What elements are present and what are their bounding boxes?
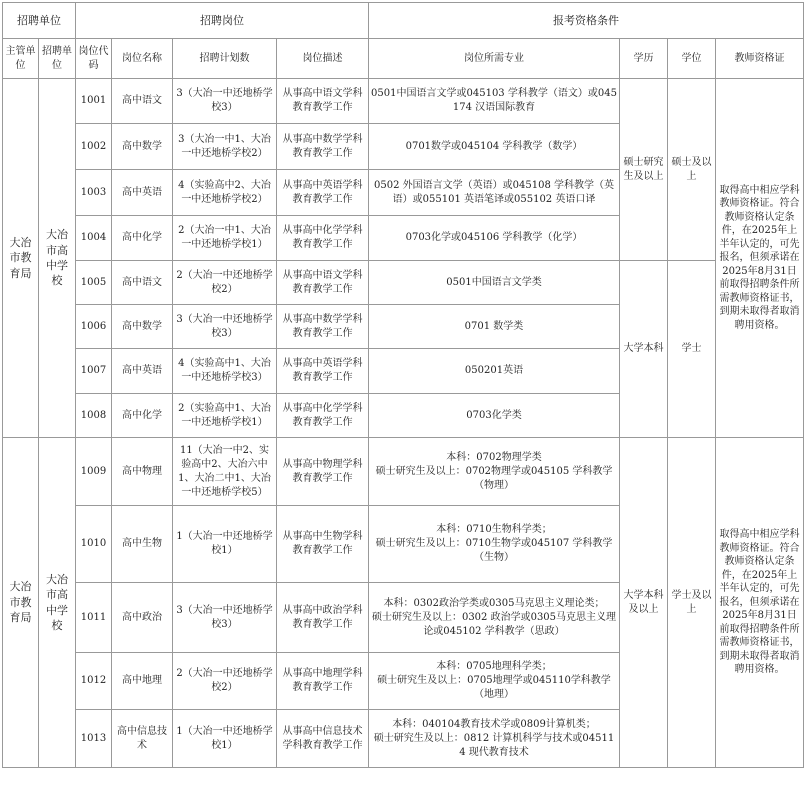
degree-cell: 学士: [668, 261, 716, 438]
post-major: 0703化学或045106 学科教学（化学）: [369, 216, 620, 261]
post-desc: 从事高中化学学科教育教学工作: [277, 216, 369, 261]
post-major: 050201英语: [369, 349, 620, 394]
post-code: 1007: [76, 349, 112, 394]
post-major: 0703化学类: [369, 394, 620, 438]
post-name: 高中数学: [112, 124, 173, 170]
header-unit: 招聘单位: [39, 39, 76, 79]
post-code: 1009: [76, 438, 112, 506]
post-plan: 1（大冶一中还地桥学校1）: [173, 710, 277, 768]
post-desc: 从事高中地理学科教育教学工作: [277, 653, 369, 710]
header-name: 岗位名称: [112, 39, 173, 79]
post-plan: 11（大冶一中2、实验高中2、大冶六中1、大冶二中1、大冶一中还地桥学校5）: [173, 438, 277, 506]
post-desc: 从事高中语文学科教育教学工作: [277, 79, 369, 124]
header-plan: 招聘计划数: [173, 39, 277, 79]
table-row: [3, 438, 804, 506]
post-name: 高中化学: [112, 216, 173, 261]
post-code: 1002: [76, 124, 112, 170]
certificate-cell: 取得高中相应学科教师资格证。符合教师资格认定条件，在2025年上半年认定的，可先报名，但须承诺在2025年8月31日前取得招聘条件所需教师资格证书，到期未取得者取消聘用资格。: [716, 79, 804, 438]
authority-cell: 大冶市教育局: [3, 79, 39, 438]
post-code: 1011: [76, 583, 112, 653]
post-desc: 从事高中数学学科教育教学工作: [277, 124, 369, 170]
post-plan: 1（大冶一中还地桥学校1）: [173, 506, 277, 583]
post-code: 1010: [76, 506, 112, 583]
education-cell: 硕士研究生及以上: [620, 79, 668, 261]
post-major: 0501中国语言文学类: [369, 261, 620, 305]
post-major: 本科：0710生物科学类； 硕士研究生及以上：0710生物学或045107 学科教学（生物）: [369, 506, 620, 583]
post-code: 1008: [76, 394, 112, 438]
post-name: 高中信息技术: [112, 710, 173, 768]
post-major: 0501中国语言文学或045103 学科教学（语文）或045174 汉语国际教育: [369, 79, 620, 124]
header-code: 岗位代码: [76, 39, 112, 79]
post-name: 高中物理: [112, 438, 173, 506]
post-desc: 从事高中物理学科教育教学工作: [277, 438, 369, 506]
post-name: 高中英语: [112, 170, 173, 216]
post-plan: 4（实验高中2、大冶一中还地桥学校2）: [173, 170, 277, 216]
header-row-1: [3, 3, 804, 39]
education-cell: 大学本科: [620, 261, 668, 438]
post-code: 1001: [76, 79, 112, 124]
post-name: 高中语文: [112, 261, 173, 305]
authority-cell: 大冶市教育局: [3, 438, 39, 768]
post-plan: 2（大冶一中还地桥学校2）: [173, 653, 277, 710]
degree-cell: 学士及以上: [668, 438, 716, 768]
post-plan: 3（大冶一中还地桥学校3）: [173, 583, 277, 653]
post-name: 高中语文: [112, 79, 173, 124]
post-desc: 从事高中生物学科教育教学工作: [277, 506, 369, 583]
post-major: 0701数学或045104 学科教学（数学）: [369, 124, 620, 170]
post-desc: 从事高中英语学科教育教学工作: [277, 170, 369, 216]
header-authority: 主管单位: [3, 39, 39, 79]
header-major: 岗位所需专业: [369, 39, 620, 79]
post-name: 高中化学: [112, 394, 173, 438]
unit-cell: 大冶市高中学校: [39, 79, 76, 438]
post-code: 1004: [76, 216, 112, 261]
post-major: 0502 外国语言文学（英语）或045108 学科教学（英语）或055101 英语笔译或055102 英语口译: [369, 170, 620, 216]
post-major: 本科：0705地理科学类； 硕士研究生及以上：0705地理学或045110学科教学（地理）: [369, 653, 620, 710]
post-code: 1006: [76, 305, 112, 349]
post-desc: 从事高中语文学科教育教学工作: [277, 261, 369, 305]
certificate-cell: 取得高中相应学科教师资格证。符合教师资格认定条件，在2025年上半年认定的，可先报名，但须承诺在2025年8月31日前取得招聘条件所需教师资格证书，到期未取得者取消聘用资格。: [716, 438, 804, 768]
header-degree: 学位: [668, 39, 716, 79]
post-major: 本科：0702物理学类 硕士研究生及以上：0702物理学或045105 学科教学（物理）: [369, 438, 620, 506]
post-desc: 从事高中英语学科教育教学工作: [277, 349, 369, 394]
post-code: 1013: [76, 710, 112, 768]
header-group-requirements: 报考资格条件: [369, 3, 804, 39]
post-code: 1003: [76, 170, 112, 216]
table-row: [3, 261, 804, 305]
post-desc: 从事高中化学学科教育教学工作: [277, 394, 369, 438]
post-plan: 3（大冶一中1、大冶一中还地桥学校2）: [173, 124, 277, 170]
header-cert: 教师资格证: [716, 39, 804, 79]
post-major: 本科：040104教育技术学或0809计算机类； 硕士研究生及以上：0812 计算机科学与技术或045114 现代教育技术: [369, 710, 620, 768]
education-cell: 大学本科及以上: [620, 438, 668, 768]
post-desc: 从事高中政治学科教育教学工作: [277, 583, 369, 653]
post-name: 高中生物: [112, 506, 173, 583]
post-code: 1005: [76, 261, 112, 305]
post-name: 高中地理: [112, 653, 173, 710]
post-plan: 2（大冶一中还地桥学校2）: [173, 261, 277, 305]
post-desc: 从事高中信息技术学科教育教学工作: [277, 710, 369, 768]
post-plan: 3（大冶一中还地桥学校3）: [173, 305, 277, 349]
post-name: 高中数学: [112, 305, 173, 349]
table-row: [3, 79, 804, 124]
post-major: 0701 数学类: [369, 305, 620, 349]
header-group-unit: 招聘单位: [3, 3, 76, 39]
post-plan: 2（大冶一中1、大冶一中还地桥学校1）: [173, 216, 277, 261]
header-group-post: 招聘岗位: [76, 3, 369, 39]
header-row-2: [3, 39, 804, 79]
post-code: 1012: [76, 653, 112, 710]
post-name: 高中英语: [112, 349, 173, 394]
header-edu: 学历: [620, 39, 668, 79]
recruitment-table: [2, 2, 804, 768]
post-plan: 4（实验高中1、大冶一中还地桥学校3）: [173, 349, 277, 394]
post-name: 高中政治: [112, 583, 173, 653]
post-plan: 2（实验高中1、大冶一中还地桥学校1）: [173, 394, 277, 438]
degree-cell: 硕士及以上: [668, 79, 716, 261]
header-desc: 岗位描述: [277, 39, 369, 79]
post-major: 本科：0302政治学类或0305马克思主义理论类； 硕士研究生及以上：0302 政治学或0305马克思主义理论或045102 学科教学（思政）: [369, 583, 620, 653]
unit-cell: 大冶市高中学校: [39, 438, 76, 768]
post-desc: 从事高中数学学科教育教学工作: [277, 305, 369, 349]
post-plan: 3（大冶一中还地桥学校3）: [173, 79, 277, 124]
